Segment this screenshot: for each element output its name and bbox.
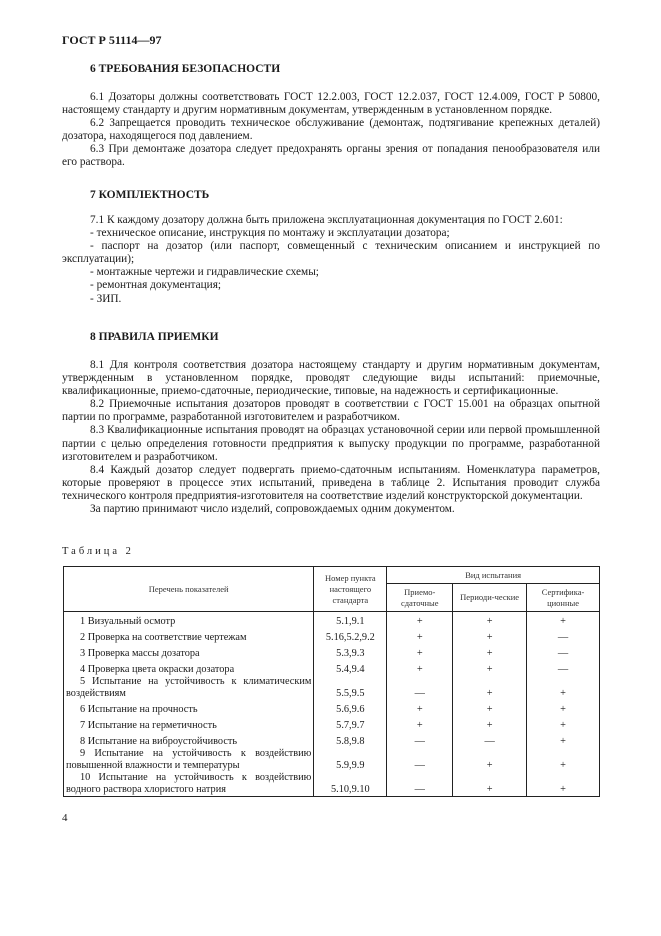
acceptance-cell: —: [387, 772, 453, 797]
periodic-cell: +: [453, 772, 527, 797]
section-8-heading: 8 ПРАВИЛА ПРИЕМКИ: [90, 331, 219, 343]
indicator-cell: 6 Испытание на прочность: [64, 700, 314, 716]
periodic-cell: +: [453, 700, 527, 716]
header-acceptance: Приемо-сдаточные: [387, 584, 453, 612]
paragraph: 8.3 Квалификационные испытания проводят на образцах установочной серии или первой промышленной партии с целью определения готовности предприятия к выпуску продукции по программе, разработанной изготовителем и разработчиком.: [62, 424, 600, 463]
certification-cell: —: [527, 660, 600, 676]
indicator-cell: 7 Испытание на герметичность: [64, 716, 314, 732]
indicator-cell: 4 Проверка цвета окраски дозатора: [64, 660, 314, 676]
clause-cell: 5.5,9.5: [314, 676, 387, 700]
section-6-body: [62, 91, 600, 170]
clause-cell: 5.3,9.3: [314, 644, 387, 660]
paragraph: За партию принимают число изделий, сопровождаемых одним документом.: [90, 503, 455, 516]
periodic-cell: +: [453, 748, 527, 772]
acceptance-cell: +: [387, 700, 453, 716]
periodic-cell: +: [453, 612, 527, 629]
header-indicators: Перечень показателей: [64, 567, 314, 612]
section-7-heading: 7 КОМПЛЕКТНОСТЬ: [90, 189, 210, 201]
acceptance-cell: +: [387, 628, 453, 644]
indicator-cell: 1 Визуальный осмотр: [64, 612, 314, 629]
document-header: ГОСТ Р 51114—97: [62, 33, 162, 47]
acceptance-cell: +: [387, 660, 453, 676]
table-row: [64, 612, 600, 629]
acceptance-cell: —: [387, 748, 453, 772]
acceptance-cell: —: [387, 676, 453, 700]
paragraph: 6.2 Запрещается проводить техническое обслуживание (демонтаж, подтягивание крепежных деталей) дозатора, находящегося под давлением.: [62, 117, 600, 143]
clause-cell: 5.10,9.10: [314, 772, 387, 797]
clause-cell: 5.6,9.6: [314, 700, 387, 716]
header-certification: Сертифика-ционные: [527, 584, 600, 612]
clause-cell: 5.4,9.4: [314, 660, 387, 676]
certification-cell: —: [527, 628, 600, 644]
indicator-cell: 3 Проверка массы дозатора: [64, 644, 314, 660]
indicator-cell: 9 Испытание на устойчивость к воздействию повышенной влажности и температуры: [64, 748, 314, 772]
certification-cell: +: [527, 732, 600, 748]
table-row: [64, 644, 600, 660]
table-row: [64, 676, 600, 700]
indicator-cell: 10 Испытание на устойчивость к воздействию водного раствора хлористого натрия: [64, 772, 314, 797]
list-item: - ремонтная документация;: [90, 279, 222, 292]
certification-cell: +: [527, 772, 600, 797]
table-row: [64, 748, 600, 772]
clause-cell: 5.1,9.1: [314, 612, 387, 629]
certification-cell: +: [527, 676, 600, 700]
section-6-heading: 6 ТРЕБОВАНИЯ БЕЗОПАСНОСТИ: [90, 63, 281, 75]
tests-table: [63, 566, 600, 797]
table-row: [64, 772, 600, 797]
acceptance-cell: —: [387, 732, 453, 748]
clause-cell: 5.9,9.9: [314, 748, 387, 772]
list-item: - паспорт на дозатор (или паспорт, совмещенный с техническим описанием и инструкцией по эксплуатации);: [62, 240, 600, 266]
paragraph: 8.1 Для контроля соответствия дозатора настоящему стандарту и другим нормативным документам, утвержденным в установленном порядке, проводят следующие виды испытаний: приемочные, квалификационные, приемо-сдаточные, периодические, типовые, на надежность и сертификационные.: [62, 359, 600, 398]
acceptance-cell: +: [387, 644, 453, 660]
periodic-cell: +: [453, 716, 527, 732]
page-number: 4: [62, 812, 68, 824]
certification-cell: —: [527, 644, 600, 660]
paragraph: 6.1 Дозаторы должны соответствовать ГОСТ 12.2.003, ГОСТ 12.2.037, ГОСТ 12.4.009, ГОСТ Р 50800, настоящему стандарту и другим нормативным документам, утвержденным в установленном порядке.: [62, 91, 600, 117]
list-item: - техническое описание, инструкция по монтажу и эксплуатации дозатора;: [90, 227, 450, 240]
table-row: [64, 732, 600, 748]
paragraph: 8.4 Каждый дозатор следует подвергать приемо-сдаточным испытаниям. Номенклатура параметров, которые проверяют в процессе этих испытаний, приведена в таблице 2. Испытания проводит служба технического контроля предприятия-изготовителя на соответствие изделий конструкторской документации.: [62, 463, 600, 502]
clause-cell: 5.16,5.2,9.2: [314, 628, 387, 644]
indicator-cell: 5 Испытание на устойчивость к климатическим воздействиям: [64, 676, 314, 700]
paragraph: 6.3 При демонтаже дозатора следует предохранять органы зрения от попадания пенообразователя или его раствора.: [62, 143, 600, 169]
table-row: [64, 660, 600, 676]
header-test-type: Вид испытания: [387, 567, 600, 584]
section-8-body: [62, 359, 600, 516]
periodic-cell: +: [453, 676, 527, 700]
indicator-cell: 2 Проверка на соответствие чертежам: [64, 628, 314, 644]
paragraph: 7.1 К каждому дозатору должна быть приложена эксплуатационная документация по ГОСТ 2.601:: [90, 214, 563, 226]
acceptance-cell: +: [387, 612, 453, 629]
list-item: - монтажные чертежи и гидравлические схемы;: [90, 266, 319, 279]
clause-cell: 5.7,9.7: [314, 716, 387, 732]
list-item: - ЗИП.: [90, 292, 122, 305]
periodic-cell: +: [453, 644, 527, 660]
table-row: [64, 716, 600, 732]
periodic-cell: +: [453, 628, 527, 644]
periodic-cell: —: [453, 732, 527, 748]
periodic-cell: +: [453, 660, 527, 676]
header-clause: Номер пункта настоящего стандарта: [314, 567, 387, 612]
certification-cell: +: [527, 748, 600, 772]
clause-cell: 5.8,9.8: [314, 732, 387, 748]
certification-cell: +: [527, 612, 600, 629]
table-row: [64, 700, 600, 716]
acceptance-cell: +: [387, 716, 453, 732]
table-row: [64, 628, 600, 644]
certification-cell: +: [527, 700, 600, 716]
section-7-body: [62, 214, 600, 306]
indicator-cell: 8 Испытание на виброустойчивость: [64, 732, 314, 748]
paragraph: 8.2 Приемочные испытания дозаторов проводят в соответствии с ГОСТ 15.001 на образцах опытной партии по программе, разработанной изготовителем и разработчиком.: [62, 398, 600, 424]
header-periodic: Периоди-ческие: [453, 584, 527, 612]
certification-cell: +: [527, 716, 600, 732]
table-caption: Таблица 2: [62, 546, 134, 557]
